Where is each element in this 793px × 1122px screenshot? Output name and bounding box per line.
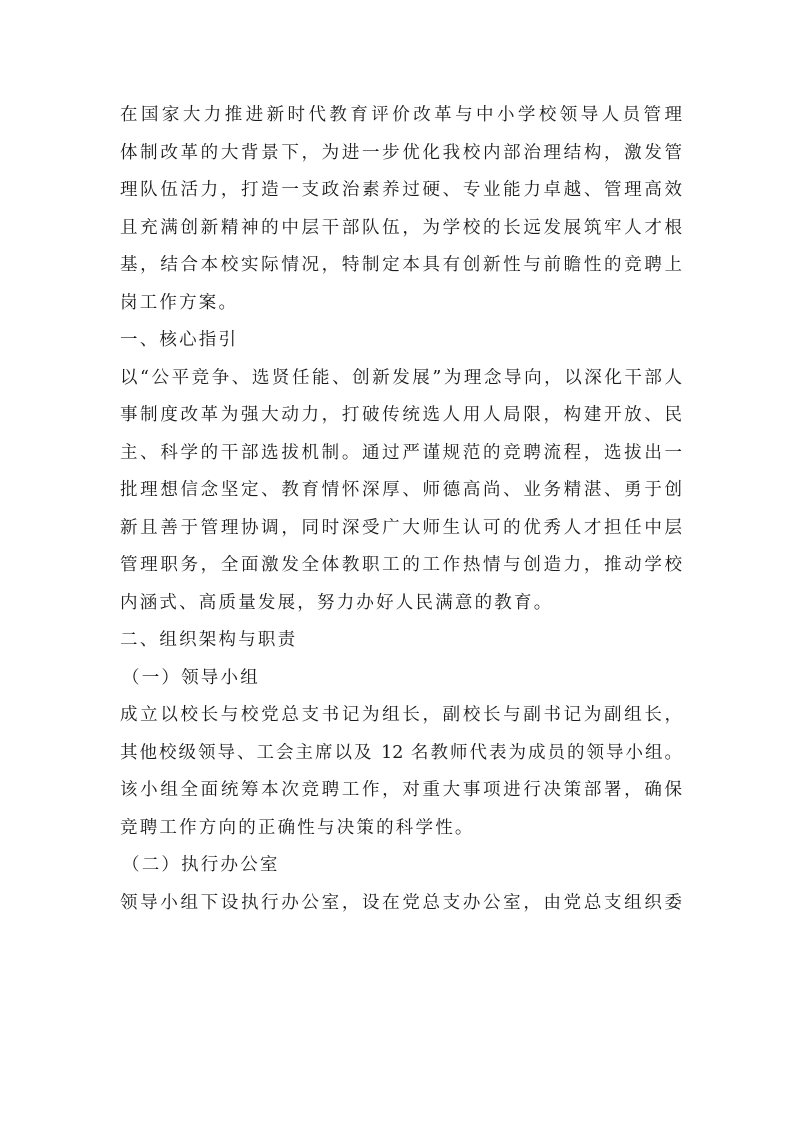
text-line: 基，结合本校实际情况，特制定本具有创新性与前瞻性的竞聘上	[120, 255, 682, 275]
text-line: 在国家大力推进新时代教育评价改革与中小学校领导人员管理	[120, 105, 682, 125]
section-heading-organization: 二、组织架构与职责	[120, 630, 298, 650]
text-line: 且充满创新精神的中层干部队伍，为学校的长远发展筑牢人才根	[120, 217, 682, 238]
text-line: 领导小组下设执行办公室，设在党总支办公室，由党总支组织委	[120, 892, 682, 913]
text-line: 批理想信念坚定、教育情怀深厚、师德高尚、业务精湛、勇于创	[120, 480, 682, 500]
section-heading-core-guidance: 一、核心指引	[120, 330, 239, 350]
text-line: 该小组全面统筹本次竞聘工作，对重大事项进行决策部署，确保	[120, 780, 682, 800]
text-line: 理队伍活力，打造一支政治素养过硬、专业能力卓越、管理高效	[120, 180, 682, 200]
executive-office-paragraph	[120, 885, 682, 923]
text-line: 事制度改革为强大动力，打破传统选人用人局限，构建开放、民	[120, 405, 682, 425]
text-line: 成立以校长与校党总支书记为组长，副校长与副书记为副组长，	[120, 705, 682, 725]
text-line: 内涵式、高质量发展，努力办好人民满意的教育。	[120, 592, 554, 613]
text-line: 以“公平竞争、选贤任能、创新发展”为理念导向，以深化干部人	[120, 367, 682, 388]
text-line: 管理职务，全面激发全体教职工的工作热情与创造力，推动学校	[120, 555, 682, 575]
document-body	[120, 97, 682, 922]
text-line: 新且善于管理协调，同时深受广大师生认可的优秀人才担任中层	[120, 517, 682, 538]
text-line: 岗工作方案。	[120, 292, 239, 313]
text-line: 竞聘工作方向的正确性与决策的科学性。	[120, 817, 475, 838]
intro-paragraph	[120, 97, 682, 322]
leadership-group-paragraph	[120, 697, 682, 847]
text-line: 体制改革的大背景下，为进一步优化我校内部治理结构，激发管	[120, 142, 682, 163]
subsection-heading-leadership-group: （一）领导小组	[122, 667, 260, 688]
text-line: 主、科学的干部选拔机制。通过严谨规范的竞聘流程，选拔出一	[120, 442, 682, 463]
subsection-heading-executive-office: （二）执行办公室	[122, 855, 280, 875]
text-line: 其他校级领导、工会主席以及 12 名教师代表为成员的领导小组。	[120, 742, 682, 763]
core-guidance-paragraph	[120, 360, 682, 623]
